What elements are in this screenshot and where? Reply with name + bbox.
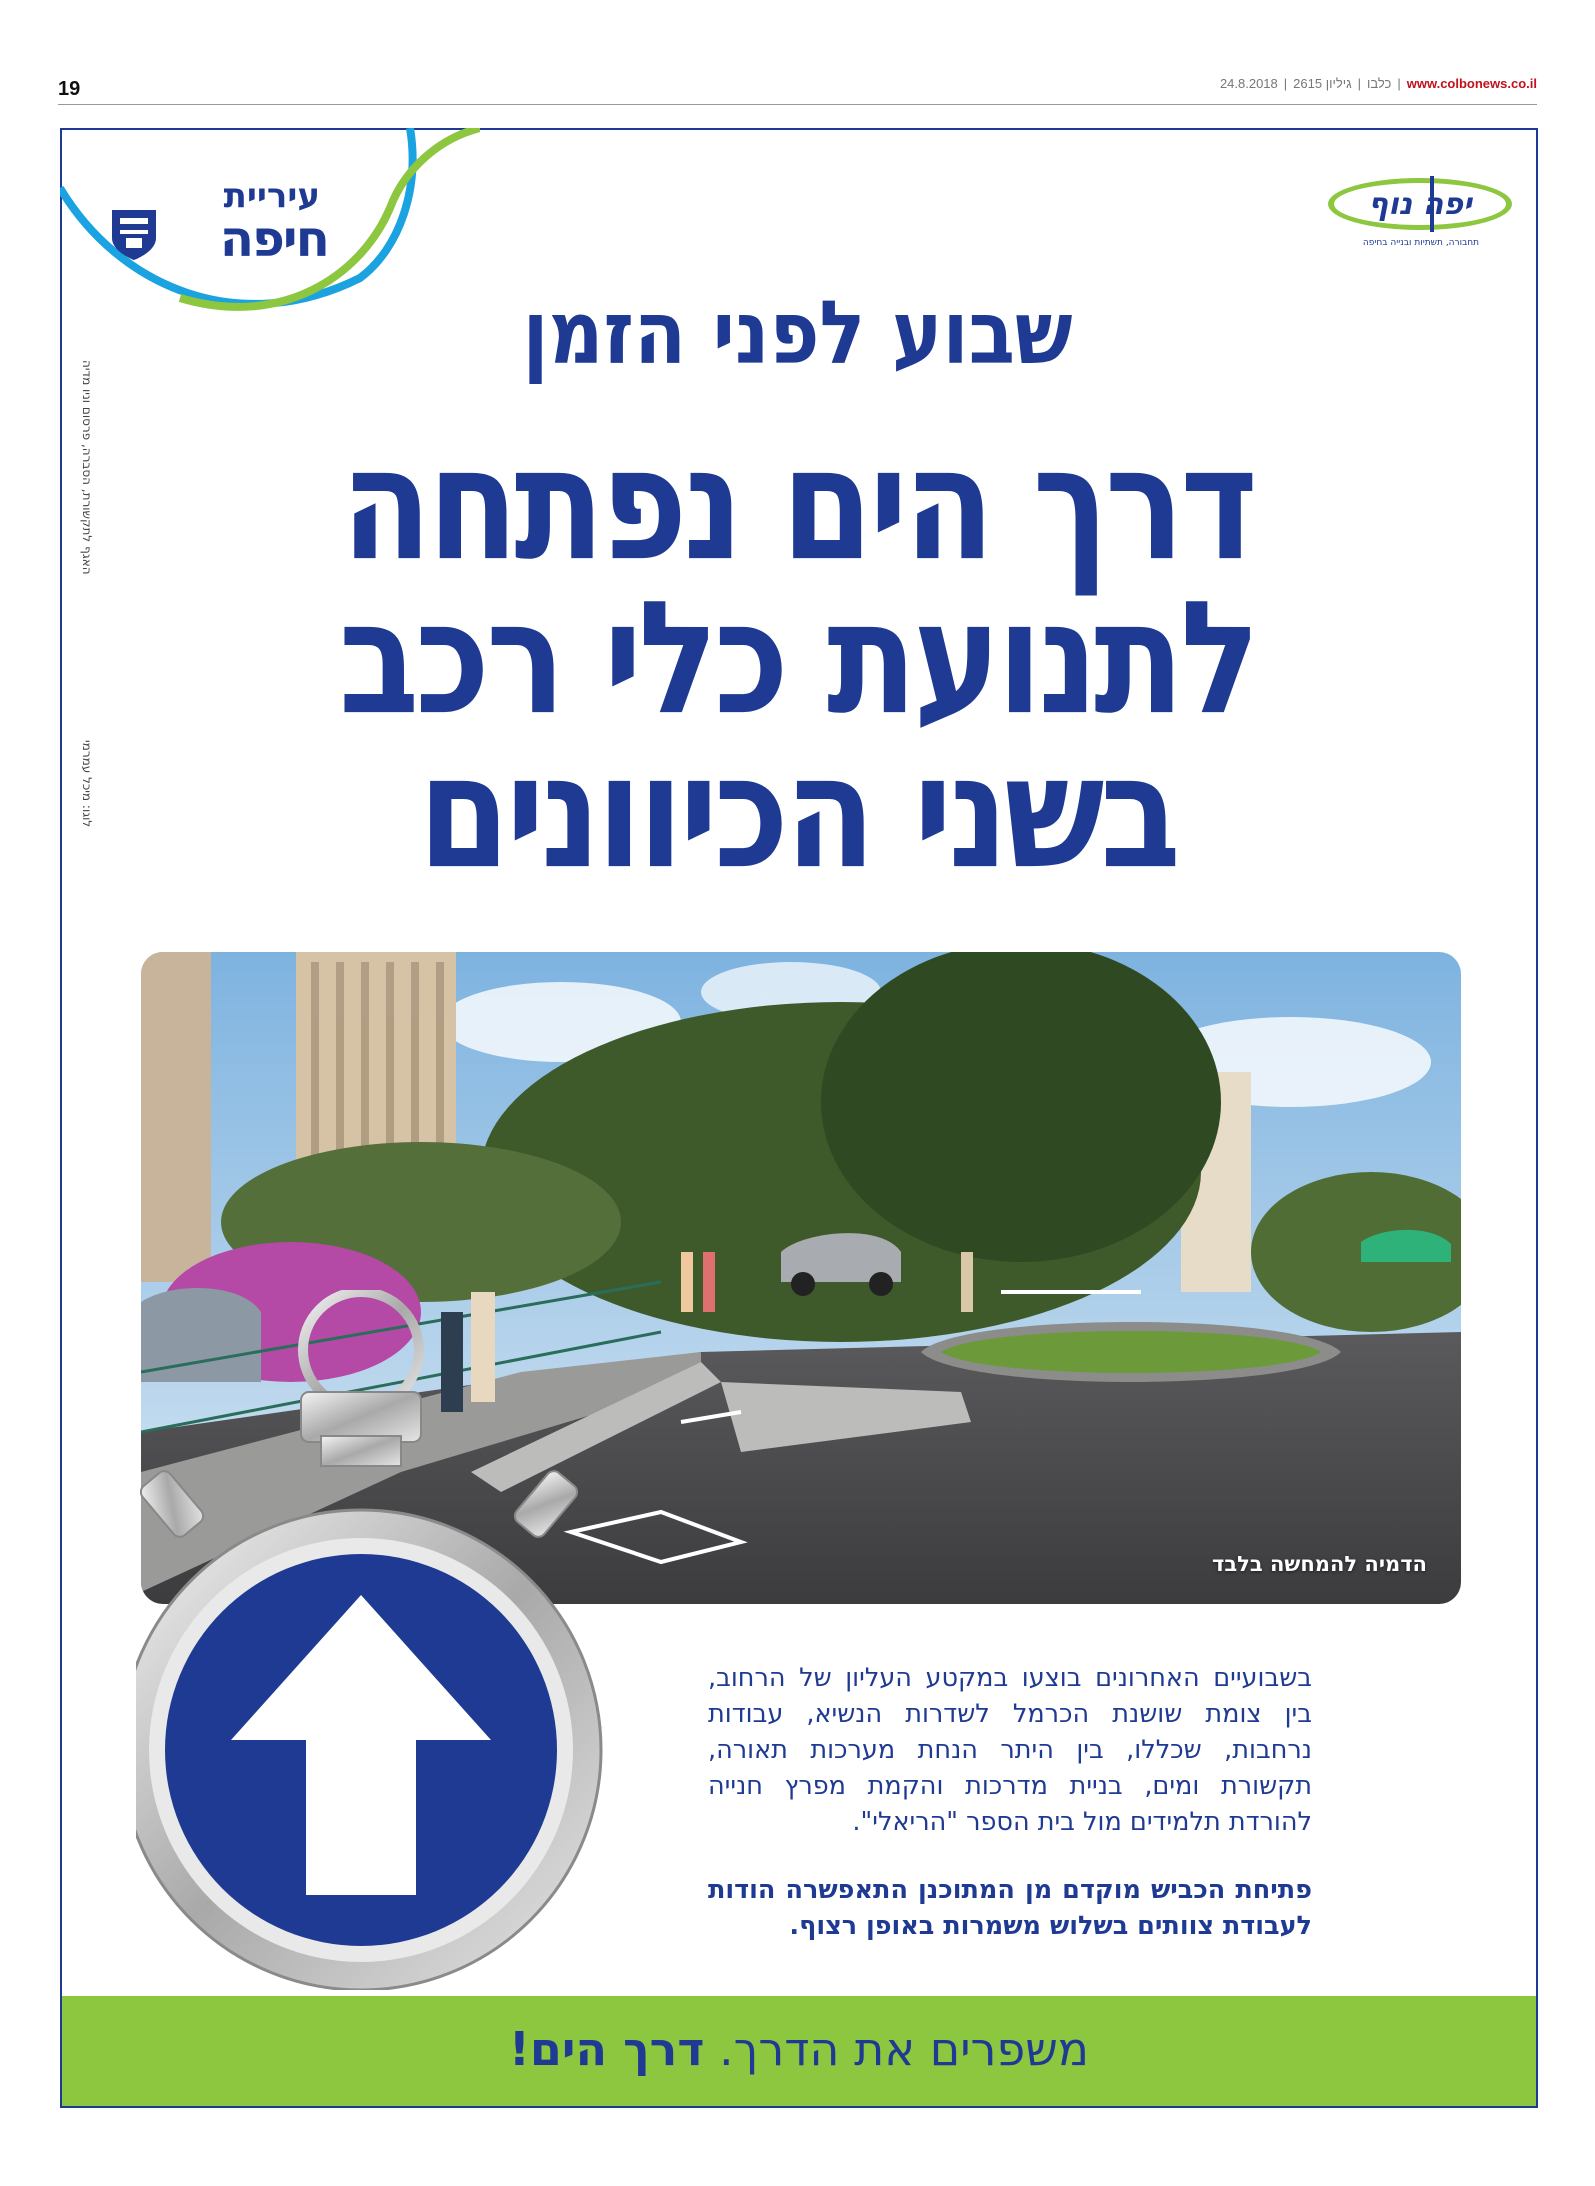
website-link[interactable]: www.colbonews.co.il: [1406, 76, 1537, 91]
municipality-line1: עיריית: [223, 176, 320, 216]
issue-date: 24.8.2018: [1219, 76, 1278, 91]
headline-line-2: לתנועת כלי רכב: [338, 568, 1257, 750]
slogan-bar: [62, 1996, 1536, 2106]
issue-number: גיליון 2615: [1293, 76, 1352, 91]
stopwatch-arrow-graphic: [136, 1290, 676, 1990]
page-number: 19: [58, 78, 81, 100]
ad-body-copy: [708, 1660, 1312, 1944]
headline-line-1: דרך הים נפתחה: [341, 414, 1254, 596]
slogan-bold: דרך הים!: [508, 2022, 705, 2076]
ad-kicker: שבוע לפני הזמן: [522, 281, 1073, 384]
haifa-emblem-icon: [108, 202, 160, 262]
side-credit-dept: האגף לתקשורת, הסברה, פרסום וניו מדיה: [80, 360, 94, 575]
municipality-line2: חיפה: [219, 210, 328, 268]
body-paragraph: בשבועיים האחרונים בוצעו במקטע העליון של הרחוב, בין צומת שושנת הכרמל לשדרות הנשיא, עבודות נרחבות, שכללו, בין היתר הנחת מערכות תאורה, תקשורת ומים, בניית מדרכות והקמת מפרץ חנייה להורדת תלמידים מול בית הספר "הריאלי".: [708, 1663, 1312, 1837]
masthead: www.colbonews.co.il | כלבו | גיליון 2615 | 24.8.2018: [1219, 76, 1537, 91]
headline-line-3: בשני הכיוונים: [418, 722, 1177, 904]
yafe-logo-text: יפה נוף: [1368, 187, 1472, 222]
slogan-regular: משפרים את הדרך.: [719, 2022, 1090, 2076]
yafe-tagline: תחבורה, תשתיות ובנייה בחיפה: [1362, 238, 1480, 248]
ad-headline: [220, 414, 1375, 904]
yafe-nof-emblem: [1322, 172, 1518, 236]
header-divider: [58, 104, 1537, 105]
slogan: [62, 2022, 1536, 2076]
publication-name: כלבו: [1367, 76, 1392, 91]
side-credit-logo: לוגו: מיכל עמרמי: [80, 740, 94, 828]
photo-caption: הדמיה להמחשה בלבד: [1212, 1552, 1427, 1576]
body-bold-paragraph: פתיחת הכביש מוקדם מן המתוכנן התאפשרה הודות לעבודת צוותים בשלוש משמרות באופן רצוף.: [708, 1875, 1312, 1941]
haifa-municipality-logo: [108, 168, 328, 278]
yafe-nof-logo: [1322, 172, 1518, 252]
